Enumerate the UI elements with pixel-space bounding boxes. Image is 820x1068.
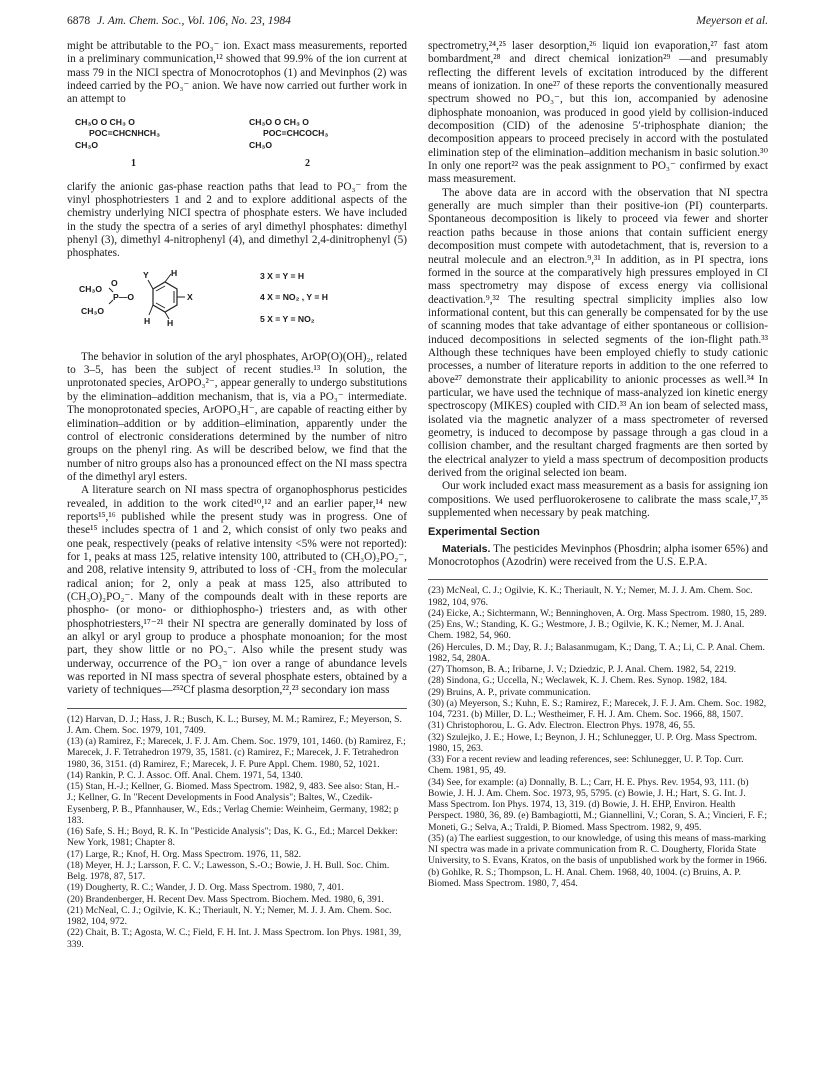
reference: (22) Chait, B. T.; Agosta, W. C.; Field, F. H. Int. J. Mass Spectrom. Ion Phys. 1981, 39, 339. [67,927,402,950]
structures-1-2 [75,115,399,175]
reference: (15) Stan, H.-J.; Kellner, G. Biomed. Mass Spectrom. 1982, 9, 483. See also: Stan, H.-J.; Kellner, G. In "Recent Developments in Food Analysis"; Baltes, W., Czedik-Eysenberg, P. B., Pfannhauser, W., Eds.; Verlag Chemie: Weinheim, Germany, 1982; p 183. [67,781,400,826]
paragraph: Our work included exact mass measurement as a basis for assigning ion compositions. We used perfluorokerosene to calibrate the mass scale,¹⁷,³⁵ supplemented when necessary by peak matching. [428,480,768,520]
paragraph: clarify the anionic gas-phase reaction paths that lead to PO₃⁻ from the vinyl phosphotriesters 1 and 2 and to explore additional aspects of the chemistry underlying NICI spectra of phosphate esters. We have included in the study the spectra of a series of aryl dimethyl phosphates: dimethyl phenyl (3), dimethyl 4-nitrophenyl (4), and dimethyl 2,4-dinitrophenyl (5) phosphates. [67,180,407,260]
right-column [428,40,768,889]
paragraph: The above data are in accord with the observation that NI spectra generally are much simpler than their positive-ion (PI) counterparts. Spontaneous decomposition is likely to proceed via fewer and shorter reaction paths because in those anions that contain sufficient energy decomposition must compete with autodetachment, that is, reversion to a neutral molecule and an electron.⁹,³¹ In addition, as in PI spectra, ions formed in the source at the comparatively high pressures employed in CI mass spectrometry may dispose of excess energy via collisional deactivation.⁹,³² The resulting spectral simplicity implies also low informational content, but this can generally be compensated for by the use of scanning modes that take advantage of either spontaneous or collision-induced decompositions in selected segments of the ion-flight path.³³ Although these techniques have been employed chiefly to study cationic processes, a number of literature reports in addition to the one referred to above²⁷ demonstrate their applicability to anionic processes as well.³⁴ In particular, we have used the technique of mass-analyzed ion kinetic energy spectroscopy (MIKES) coupled with CID.³³ An ion beam of selected mass, isolated via the magnetic analyzer of a mass spectrometer of reversed geometry, is induced to decompose by passage through a gas cloud in a collision chamber, and the resultant charged fragments are then sorted by the electrical analyzer to yield a mass spectrum of decomposition products derived from the original selected ion beam. [428,186,768,479]
section-heading: Experimental Section [428,526,540,539]
compound-number: 2 [305,157,310,169]
compound-number: 1 [131,157,136,169]
footnote-divider [67,708,407,709]
compound-3-label: 3 X = Y = H [260,270,305,281]
reference: (20) Brandenberger, H. Recent Dev. Mass Spectrom. Biochem. Med. 1980, 6, 391. [67,893,384,905]
running-author: Meyerson et al. [696,14,768,27]
reference: (19) Dougherty, R. C.; Wander, J. D. Org. Mass Spectrom. 1980, 7, 401. [67,882,344,894]
reference: (32) Szulejko, J. E.; Howe, I.; Beynon, J. H.; Schlunegger, U. P. Org. Mass Spectrom. 1980, 15, 263. [428,731,758,754]
reference: (26) Hercules, D. M.; Day, R. J.; Balasanmugam, K.; Dang, T. A.; Li, C. P. Anal. Chem. 1982, 54, 280A. [428,641,765,664]
reference: (35) (a) The earliest suggestion, to our knowledge, of using this means of mass-marking NI spectra was made in a private communication from R. C. Dougherty, Florida State University, to S. Evans, Kratos, on the basis of unpublished work by the former in 1966. (b) Gohlke, R. S.; Thompson, L. H. Anal. Chem. 1968, 40, 1004. (c) Bruins, A. P. Biomed. Mass Spectrom. 1980, 7, 454. [428,832,767,889]
materials-paragraph: Materials. The pesticides Mevinphos (Phosdrin; alpha isomer 65%) and Monocrotophos (Azodrin) were received from the U.S. E.P.A. [428,542,768,569]
reference: (25) Ens, W.; Standing, K. G.; Westmore, J. B.; Ogilvie, K. K.; Nemer, M. J. Anal. Chem. 1982, 54, 960. [428,619,745,642]
compound-5-label: 5 X = Y = NO₂ [260,313,315,324]
left-column [67,40,407,950]
page-number: 6878 [67,14,91,27]
reference: (23) McNeal, C. J.; Ogilvie, K. K.; Theriault, N. Y.; Nemer, M. J. J. Am. Chem. Soc. 1982, 104, 976. [428,585,753,608]
reference: (27) Thomson, B. A.; Iribarne, J. V.; Dziedzic, P. J. Anal. Chem. 1982, 54, 2219. [428,664,737,676]
reference: (29) Bruins, A. P., private communication. [428,686,591,698]
structure-1: CH₃O O CH₃ O POC=CHCNHCH₃ CH₃O 1 [75,116,161,169]
references-left [67,714,407,950]
paragraph: The behavior in solution of the aryl phosphates, ArOP(O)(OH)₂, related to 3–5, has been the subject of recent studies.¹³ In solution, the unprotonated species, ArOPO₃²⁻, appear generally to undergo substitutions by the elimination–addition mechanism, that is, via a PO₃⁻ intermediate. The monoprotonated species, ArOPO₃H⁻, are capable of reacting either by elimination–addition or by addition–elimination, apparently under the control of electronic considerations determined by the number of nitro groups on the phenyl ring. As will be described below, we find that the number of nitro groups also has a pronounced effect on the NI mass spectra of the dimethyl aryl esters. [67,350,408,483]
paragraph: might be attributable to the PO₃⁻ ion. Exact mass measurements, reported in a preliminary communication,¹² showed that 99.9% of the ion current at mass 79 in the NICI spectra of Monocrotophos (1) and Mevinphos (2) was indeed carried by the PO₃⁻ anion. We have now carried out further work in an attempt to [67,40,407,106]
reference: (16) Safe, S. H.; Boyd, R. K. In "Pesticide Analysis"; Das, K. G., Ed.; Marcel Dekker: New York, 1981; Chapter 8. [67,826,398,849]
paragraph-lead: Materials. [442,542,491,555]
reference: (13) (a) Ramirez, F.; Marecek, J. F. J. Am. Chem. Soc. 1979, 101, 1460. (b) Ramirez, F.; Marecek, J. F. Tetrahedron 1979, 35, 1581. (c) Ramirez, F.; Marecek, J. F. Tetrahedron 1980, 36, 3151. (d) Ramirez, F.; Marecek, J. F. Pure Appl. Chem. 1980, 52, 1021. [67,736,406,770]
reference: (30) (a) Meyerson, S.; Kuhn, E. S.; Ramirez, F.; Marecek, J. F. J. Am. Chem. Soc. 1982, 104, 7231. (b) Miller, D. L.; Westheimer, F. H. J. Am. Chem. Soc. 1966, 88, 1507. [428,697,767,721]
journal-citation: J. Am. Chem. Soc., Vol. 106, No. 23, 1984 [97,14,291,27]
structures-3-5: CH₃O O P—O CH₃O Y H X H H 3 X = Y = H 4 X = NO₂ , Y = H 5 X = Y = NO₂ [67,267,407,341]
references-right [428,585,768,889]
page-header [67,14,768,32]
structure-2: CH₃O O CH₃ O POC=CHCOCH₃ CH₃O 2 [249,116,329,169]
paragraph: A literature search on NI mass spectra of organophosphorus pesticides revealed, in addition to the work cited¹⁰,¹² and an earlier paper,¹⁴ new reports¹⁵,¹⁶ published while the present study was in progress. One of these¹⁵ includes spectra of 1 and 2, which consist of only two peaks and one peak, respectively (peaks of relative intensity <5% were not reported): for 1, peaks at mass 125, relative intensity 100, attributed to (CH₃O)₂PO₂⁻, and 208, relative intensity 9, attributed to loss of ·CH₃ from the molecular radical anion; for 2, only a peak at mass 125, also attributed to (CH₃O)₂PO₂⁻. Many of the compounds dealt with in these reports are phospho- (or mono- or dithiophospho-) triesters and, as with other phosphotriesters,¹⁷⁻²¹ their NI spectra are generally dominated by loss of an alkyl or aryl group to produce a phosphate monoanion; for the most part, they show little or no PO₃⁻. Also while the present study was underway, occurrence of the PO₃⁻ ion over a range of abundance levels was reported in NI mass spectra of several phosphate esters, obtained by a variety of techniques—²⁵²Cf plasma desorption,²²,²³ secondary ion mass [67,484,407,697]
aryl-phosphate-diagram [67,267,217,341]
reference: (21) McNeal, C. J.; Ogilvie, K. K.; Theriault, N. Y.; Nemer, M. J. J. Am. Chem. Soc. 1982, 104, 972. [67,904,392,928]
reference: (18) Meyer, H. J.; Larsson, F. C. V.; Lawesson, S.-O.; Bowie, J. H. Bull. Soc. Chim. Belg. 1978, 87, 517. [67,859,390,883]
reference: (31) Christophorou, L. G. Adv. Electron. Electron Phys. 1978, 46, 55. [428,720,696,732]
reference: (14) Rankin, P. C. J. Assoc. Off. Anal. Chem. 1971, 54, 1340. [67,769,303,781]
reference: (34) See, for example: (a) Donnally, B. L.; Carr, H. E. Phys. Rev. 1954, 93, 111. (b) Bowie, J. H. J. Am. Chem. Soc. 1973, 95, 5795. (c) Bowie, J. H.; Hart, S. G. Int. J. Mass Spectrom. Ion Phys. 1974, 13, 319. (d) Bowie, J. H. EHP, Environ. Health Perspect. 1980, 36, 89. (e) Bambagiotti, M.; Giannellini, V.; Coran, S. A.; Vincieri, F. F.; Moneti, G.; Selva, A.; Traldi, P. Biomed. Mass Spectrom. 1982, 9, 495. [428,776,767,833]
footnote-divider [428,579,768,580]
reference: (24) Eicke, A.; Sichtermann, W.; Benninghoven, A. Org. Mass Spectrom. 1980, 15, 289. [428,607,767,619]
reference: (17) Large, R.; Knof, H. Org. Mass Spectrom. 1976, 11, 582. [67,848,302,860]
reference: (33) For a recent review and leading references, see: Schlunegger, U. P. Top. Curr. Chem. 1981, 95, 49. [428,754,744,777]
reference: (12) Harvan, D. J.; Hass, J. R.; Busch, K. L.; Bursey, M. M.; Ramirez, F.; Meyerson, S. J. Am. Chem. Soc. 1979, 101, 7409. [67,713,402,736]
reference: (28) Sindona, G.; Uccella, N.; Weclawek, K. J. Chem. Res. Synop. 1982, 184. [428,675,728,687]
paragraph: spectrometry,²⁴,²⁵ laser desorption,²⁶ liquid ion evaporation,²⁷ fast atom bombardment,²⁸ and direct chemical ionization²⁹ —and presumably reflecting the different levels of excitation introduced by the different means of ionization. In one²⁷ of these reports the conventionally measured spectrum showed no PO₃⁻, but this ion, accompanied by adenosine diphosphate monoanion, was produced in good yield by collision-induced decomposition (CID) of the adenosine 5′-triphosphate dianion; the decomposition appears to proceed precisely in accord with the postulated elimination step of the elimination–addition mechanism in basic solution.³⁰ In only one report²² was the peak assignment to PO₃⁻ confirmed by exact mass measurement. [428,40,768,186]
compound-4-label: 4 X = NO₂ , Y = H [260,291,328,302]
